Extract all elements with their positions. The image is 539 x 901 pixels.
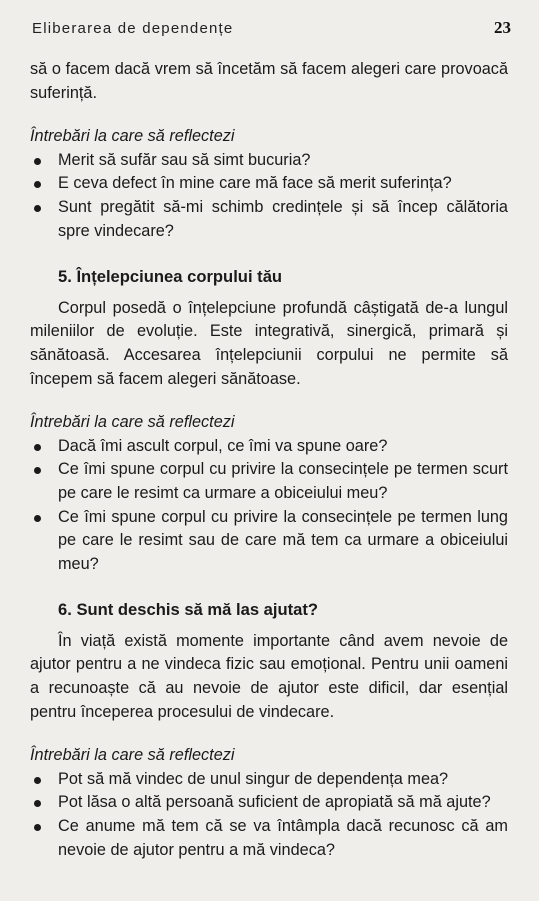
bullet-icon bbox=[34, 515, 41, 522]
questions-heading: Întrebări la care să reflectezi bbox=[30, 746, 235, 765]
question-text: Ce îmi spune corpul cu privire la consecințele pe termen lung pe care le resimt sau de care mă tem ca urmare a obiceiului meu? bbox=[58, 507, 508, 573]
page-body bbox=[30, 58, 508, 862]
questions-heading: Întrebări la care să reflectezi bbox=[30, 127, 235, 146]
question-text: E ceva defect în mine care mă face să merit suferința? bbox=[58, 174, 452, 193]
list-item bbox=[30, 196, 508, 243]
bullet-icon bbox=[34, 444, 41, 451]
bullet-icon bbox=[34, 777, 41, 784]
bullet-icon bbox=[34, 181, 41, 188]
page-number: 23 bbox=[494, 18, 511, 37]
list-item bbox=[30, 791, 508, 815]
list-item bbox=[30, 815, 508, 862]
question-list bbox=[30, 149, 508, 243]
section-title: 5. Înțelepciunea corpului tău bbox=[58, 267, 283, 287]
section-title: 6. Sunt deschis să mă las ajutat? bbox=[58, 600, 319, 620]
list-item bbox=[30, 172, 508, 196]
questions-heading: Întrebări la care să reflectezi bbox=[30, 413, 235, 432]
question-text: Pot să mă vindec de unul singur de dependența mea? bbox=[58, 769, 449, 788]
list-item bbox=[30, 458, 508, 505]
question-text: Ce anume mă tem că se va întâmpla dacă recunosc că am nevoie de ajutor pentru a mă vindeca? bbox=[58, 817, 508, 859]
page-header bbox=[32, 18, 511, 40]
question-text: Pot lăsa o altă persoană suficient de apropiată să mă ajute? bbox=[58, 793, 491, 812]
bullet-icon bbox=[34, 158, 41, 165]
list-item bbox=[30, 435, 508, 459]
section-paragraph: Corpul posedă o înțelepciune profundă câștigată de-a lungul mileniilor de evoluție. Este integrativă, sinergică, primară și sănătoasă. Accesarea înțelepciunii corpului ne permite să începem să facem alegeri sănătoase. bbox=[30, 298, 508, 388]
question-list bbox=[30, 768, 508, 862]
question-text: Merit să sufăr sau să simt bucuria? bbox=[58, 150, 311, 169]
question-list bbox=[30, 435, 508, 577]
list-item bbox=[30, 506, 508, 577]
running-head-title: Eliberarea de dependențe bbox=[32, 20, 234, 37]
bullet-icon bbox=[34, 467, 41, 474]
question-text: Ce îmi spune corpul cu privire la consecințele pe termen scurt pe care le resimt ca urmare a obiceiului meu? bbox=[58, 460, 508, 502]
bullet-icon bbox=[34, 205, 41, 212]
bullet-icon bbox=[34, 824, 41, 831]
question-text: Dacă îmi ascult corpul, ce îmi va spune oare? bbox=[58, 436, 388, 455]
list-item bbox=[30, 768, 508, 792]
question-text: Sunt pregătit să-mi schimb credințele și să încep călătoria spre vindecare? bbox=[58, 197, 508, 240]
bullet-icon bbox=[34, 800, 41, 807]
section-paragraph: În viață există momente importante când avem nevoie de ajutor pentru a ne vindeca fizic sau emoțional. Pentru unii oameni a recunoaște că au nevoie de ajutor este dificil, dar esențial pentru începerea procesului de vindecare. bbox=[30, 631, 508, 721]
intro-paragraph: să o facem dacă vrem să încetăm să facem alegeri care provoacă suferință. bbox=[30, 60, 508, 102]
list-item bbox=[30, 149, 508, 173]
